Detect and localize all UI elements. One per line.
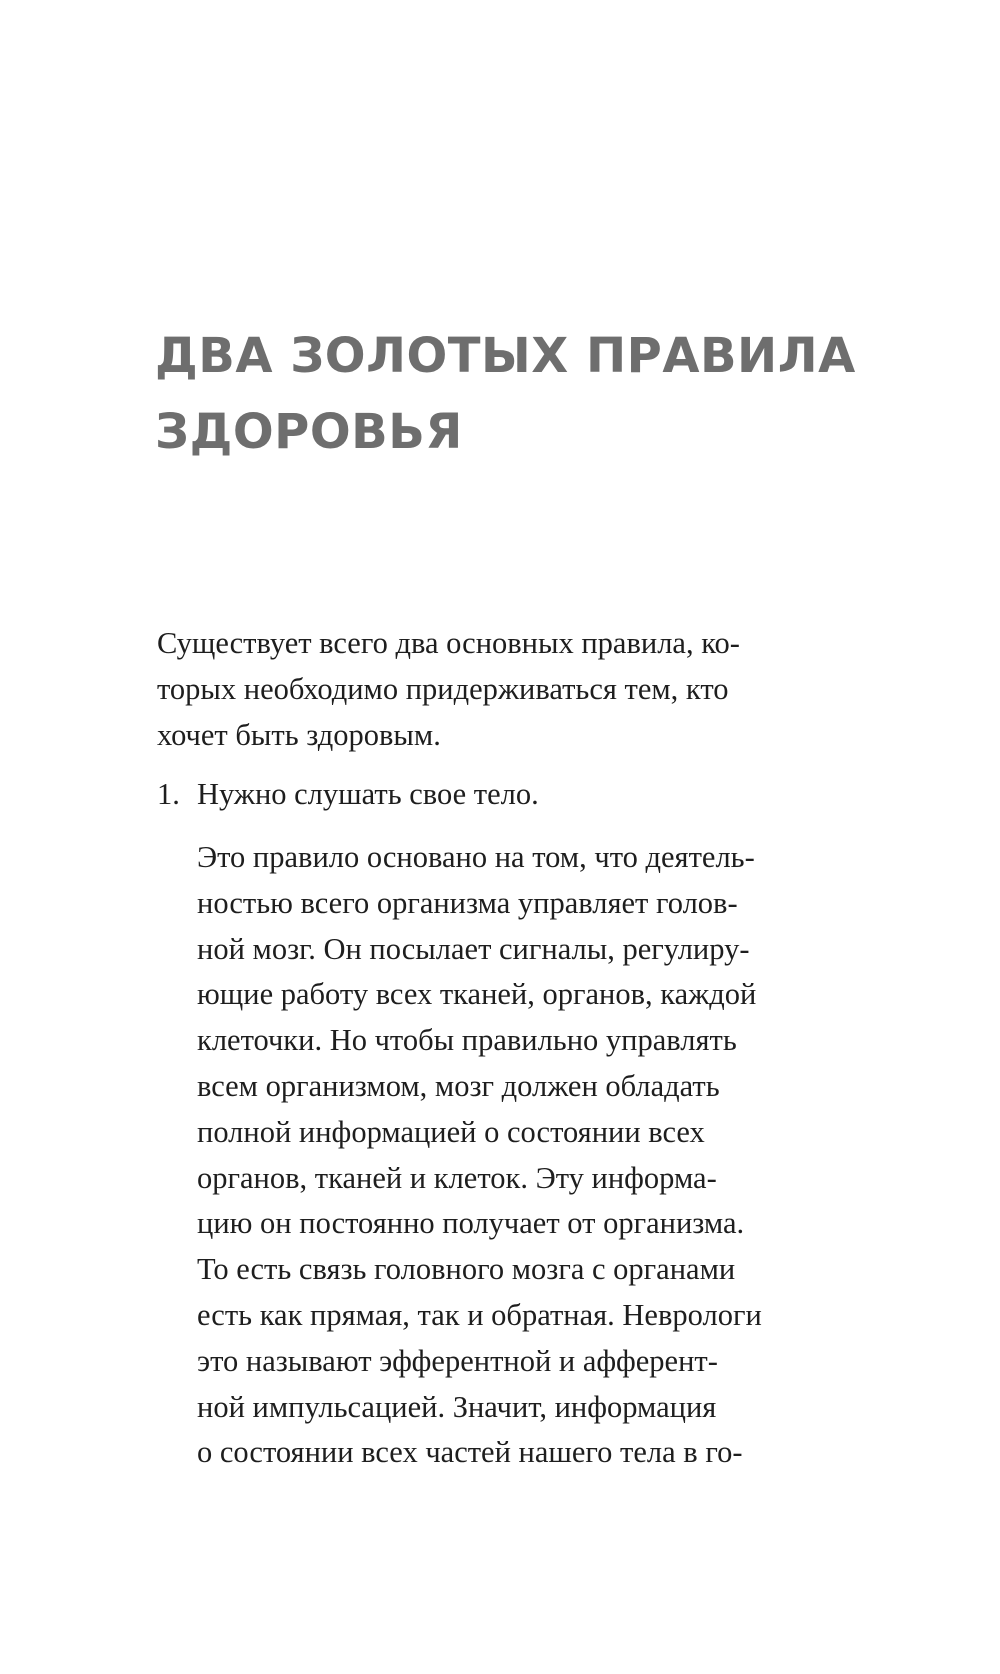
text-line: цию он постоянно получает от организма. (197, 1206, 745, 1241)
list-item (157, 771, 539, 817)
text-line: ностью всего организма управляет голов- (197, 885, 738, 920)
text-line: торых необходимо придерживаться тем, кто (157, 671, 729, 706)
text-line: всем организмом, мозг должен обладать (197, 1068, 720, 1103)
text-line: хочет быть здоровым. (157, 717, 441, 752)
intro-paragraph (157, 621, 740, 758)
text-line: ной мозг. Он посылает сигналы, регулиру- (197, 931, 750, 966)
list-item-paragraph (197, 835, 762, 1476)
list-item-number: 1. (157, 777, 180, 811)
text-line: полной информацией о состоянии всех (197, 1114, 705, 1149)
text-line: Это правило основано на том, что деятель- (197, 840, 755, 874)
text-line: ющие работу всех тканей, органов, каждой (197, 977, 757, 1012)
text-line: То есть связь головного мозга с органами (197, 1252, 736, 1287)
list-item-text: Нужно слушать свое тело. (197, 777, 539, 811)
text-line: клеточки. Но чтобы правильно управлять (197, 1023, 737, 1058)
text-line: органов, тканей и клеток. Эту информа- (197, 1160, 717, 1195)
text-line: Существует всего два основных правила, ко- (157, 626, 740, 660)
chapter-title-line: ЗДОРОВЬЯ (155, 404, 463, 460)
text-line: ной импульсацией. Значит, информация (197, 1389, 717, 1424)
chapter-title-line: ДВА ЗОЛОТЫХ ПРАВИЛА (155, 328, 856, 384)
text-line: есть как прямая, так и обратная. Неврологи (197, 1297, 762, 1332)
chapter-title (155, 318, 855, 470)
text-line: о состоянии всех частей нашего тела в го- (197, 1435, 743, 1470)
text-line: это называют эфферентной и афферент- (197, 1343, 718, 1378)
